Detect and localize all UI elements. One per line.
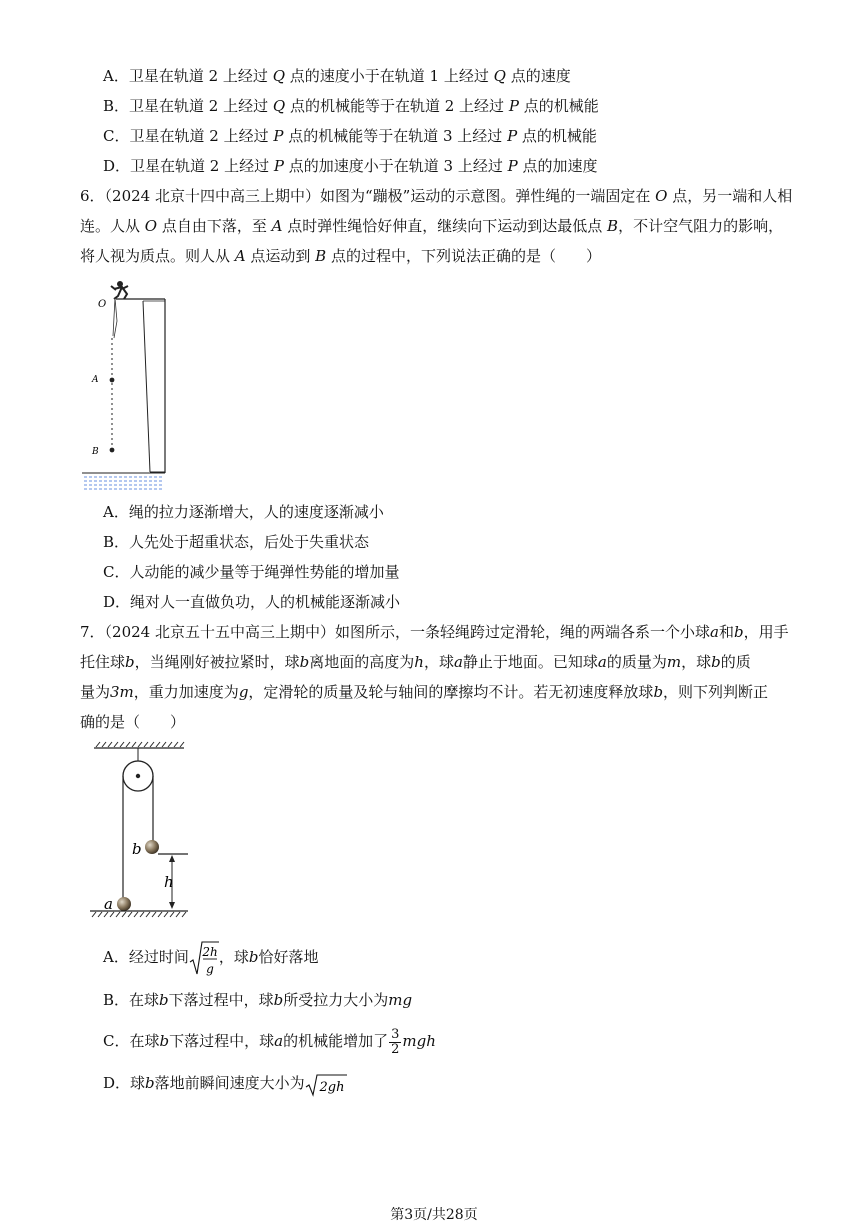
ball-b bbox=[145, 840, 159, 854]
svg-text:2gh: 2gh bbox=[319, 1080, 345, 1095]
q5-option-d: D．卫星在轨道 2 上经过 P 点的加速度小于在轨道 3 上经过 P 点的加速度 bbox=[103, 157, 598, 175]
q7-pulley-figure bbox=[84, 742, 194, 922]
q7-stem-line-1: 7．（2024 北京五十五中高三上期中）如图所示，一条轻绳跨过定滑轮，绳的两端各系一个小球a和b，用手 bbox=[80, 623, 789, 641]
label-a: a bbox=[104, 895, 113, 913]
label-b: b bbox=[132, 840, 142, 858]
svg-text:g: g bbox=[206, 961, 214, 976]
q6-stem-line-2: 连。人从 O 点自由下落，至 A 点时弹性绳恰好伸直，继续向下运动到达最低点 B，不计空气阻力的影响， bbox=[80, 217, 784, 235]
q5-option-c: C．卫星在轨道 2 上经过 P 点的机械能等于在轨道 3 上经过 P 点的机械能 bbox=[103, 127, 597, 145]
q6-stem-line-1: 6．（2024 北京十四中高三上期中）如图为“蹦极”运动的示意图。弹性绳的一端固定在 O 点，另一端和人相 bbox=[80, 187, 793, 205]
q7-option-d: D．球b落地前瞬间速度大小为 2gh bbox=[103, 1068, 347, 1098]
jumper-icon bbox=[111, 281, 128, 299]
q5-option-a: A．卫星在轨道 2 上经过 Q 点的速度小于在轨道 1 上经过 Q 点的速度 bbox=[103, 67, 571, 85]
ball-a bbox=[117, 897, 131, 911]
q6-option-c: C．人动能的减少量等于绳弹性势能的增加量 bbox=[103, 563, 400, 581]
q6-option-a: A．绳的拉力逐渐增大，人的速度逐渐减小 bbox=[103, 503, 384, 521]
q6-option-d: D．绳对人一直做负功，人的机械能逐渐减小 bbox=[103, 593, 401, 611]
label-h: h bbox=[164, 873, 174, 891]
q6-bungee-figure bbox=[78, 276, 178, 496]
q7-option-a: A．经过时间 2h g ，球b恰好落地 bbox=[103, 938, 319, 976]
q6-stem-line-3: 将人视为质点。则人从 A 点运动到 B 点的过程中，下列说法正确的是（ ） bbox=[80, 247, 601, 265]
sqrt-fraction bbox=[189, 939, 219, 978]
sqrt bbox=[305, 1069, 347, 1099]
label-o: O bbox=[98, 299, 107, 310]
q7-stem-line-3: 量为3m，重力加速度为g，定滑轮的质量及轮与轴间的摩擦均不计。若无初速度释放球b，则下列判断正 bbox=[80, 683, 769, 701]
label-a: A bbox=[92, 375, 99, 385]
q7-option-c: C．在球b下落过程中，球a的机械能增加了 $\frac{3}{2}$ mgh bbox=[103, 1026, 436, 1057]
q7-stem-line-2: 托住球b，当绳刚好被拉紧时，球b离地面的高度为h，球a静止于地面。已知球a的质量为m，球b的质 bbox=[80, 653, 751, 671]
q6-option-b: B．人先处于超重状态，后处于失重状态 bbox=[103, 533, 370, 551]
fraction: $\frac{3}{2}$ bbox=[391, 1026, 400, 1057]
label-b: B bbox=[92, 447, 99, 457]
svg-text:2h: 2h bbox=[202, 944, 218, 959]
pulley-wheel-icon bbox=[123, 761, 153, 791]
q7-stem-line-4: 确的是（ ） bbox=[80, 713, 186, 731]
page-footer: 第3页/共28页 bbox=[390, 1207, 478, 1223]
q7-option-b: B．在球b下落过程中，球b所受拉力大小为mg bbox=[103, 991, 413, 1009]
q5-option-b: B．卫星在轨道 2 上经过 Q 点的机械能等于在轨道 2 上经过 P 点的机械能 bbox=[103, 97, 599, 115]
